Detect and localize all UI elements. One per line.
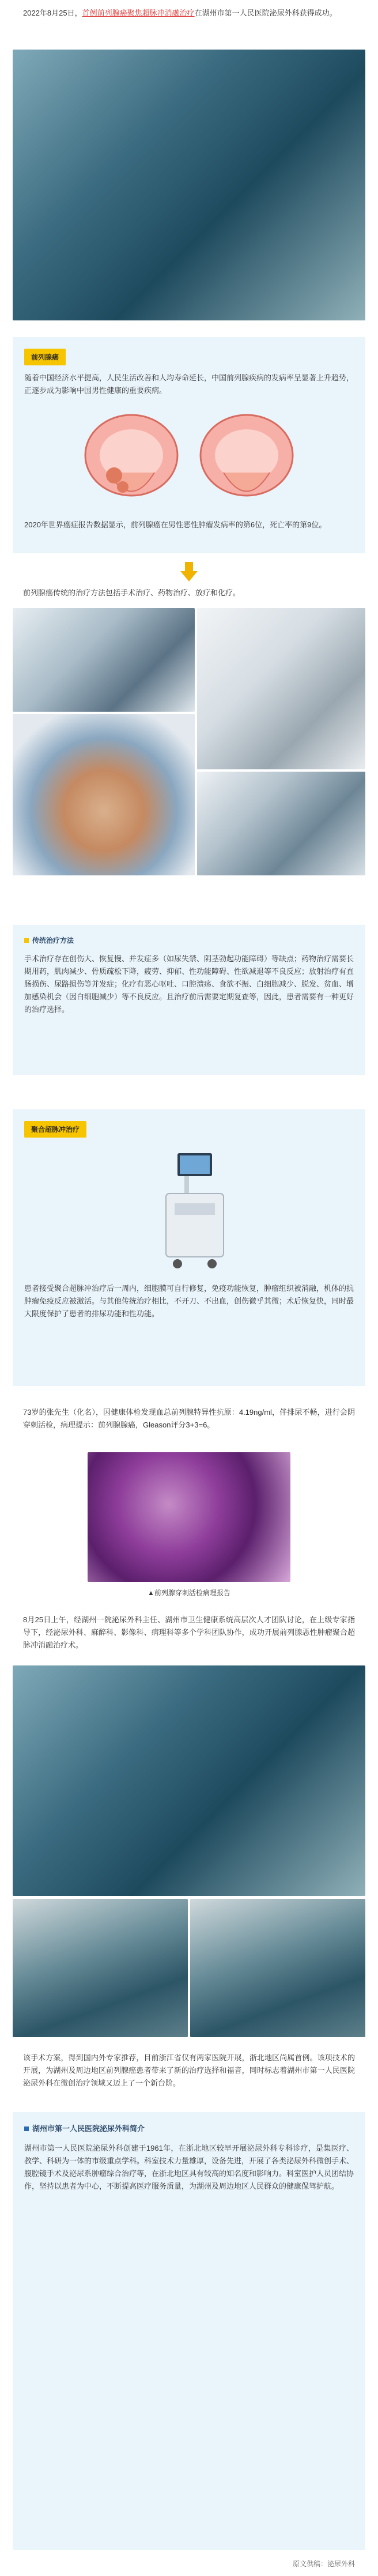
injection-photo [197, 772, 365, 875]
surgery-photo [13, 50, 365, 320]
section-label-aggregated-pulse: 聚合超脉冲治疗 [24, 1121, 86, 1138]
section1-para2: 2020年世界癌症报告数据显示，前列腺癌在男性恶性肿瘤发病率的第6位，死亡率的第9位。 [24, 520, 327, 529]
arrow-down-icon [180, 562, 198, 581]
intro-text-suffix: 在湖州市第一人民医院泌尿外科获得成功。 [194, 9, 337, 17]
intro-paragraph [0, 7, 378, 20]
section-label-traditional-treatment: 传统治疗方法 [24, 935, 74, 945]
pulse-device-illustration [143, 1149, 235, 1275]
operation-photo-1 [13, 1665, 365, 1896]
section-traditional-treatment [13, 925, 365, 1075]
list-icon [24, 2126, 29, 2131]
section1-para1: 随着中国经济水平提高，人民生活改善和人均寿命延长，中国前列腺疾病的发病率呈显著上升趋势，正逐步成为影响中国男性健康的重要疾病。 [24, 373, 354, 395]
footer-source: 原文供稿：泌尿外科 [292, 2560, 355, 2568]
about-para: 湖州市第一人民医院泌尿外科创建于1961年，在浙北地区较早开展泌尿外科专科诊疗，是集医疗、教学、科研为一体的市级重点学科。科室技术力量雄厚，设备先进，开展了各类泌尿外科微创手术、腹腔镜手术及泌尿系肿瘤综合治疗等，在浙北地区具有较高的知名度和影响力。科室医护人员团结协作，坚持以患者为中心，不断提高医疗服务质量，为湖州及周边地区人民群众的健康保驾护航。 [24, 2144, 354, 2190]
section-label-about: 湖州市第一人民医院泌尿外科简介 [24, 2122, 145, 2133]
pills-photo [13, 714, 195, 875]
intro-text-highlight: 首例前列腺癌聚焦超脉冲消融治疗 [82, 9, 195, 17]
prostate-illustration [74, 409, 304, 510]
section-aggregated-pulse [13, 1109, 365, 1386]
doctor-photo [197, 608, 365, 769]
case-paragraph: 73岁的张先生（化名），因健康体检发现血总前列腺特异性抗原：4.19ng/ml，伴排尿不畅，进行会阴穿刺活检，病理提示：前列腺腺癌，Gleason评分3+3=6。 [23, 1408, 355, 1429]
section2-para: 手术治疗存在创伤大、恢复慢、并发症多（如尿失禁、阴茎勃起功能障碍）等缺点；药物治疗需要长期用药，肌肉减少、骨质疏松下降，疲劳、抑郁、性功能障碍、性欲减退等不良反应；放射治疗有直肠损伤、尿路损伤等并发症；化疗有恶心呕吐、口腔溃疡、食欲不振、白细胞减少、脱发、贫血、增加感染机会（因白细胞减少）等不良反应。且治疗前后需要定期复查等，因此，患者需要有一种更好的治疗选择。 [24, 954, 354, 1014]
pathology-photo [88, 1452, 290, 1582]
section3-para: 患者接受聚合超脉冲治疗后一周内，细胞膜可自行修复，免疫功能恢复，肿瘤组织被消融，机体的抗肿瘤免疫反应被激活。与其他传统治疗相比，不开刀、不出血，创伤微乎其微；术后恢复快，同时最大限度保护了患者的排尿功能和性功能。 [24, 1284, 354, 1318]
pathology-caption: ▲前列腺穿刺活检病理报告 [148, 1589, 230, 1597]
closing-paragraph: 该手术方案，得到国内外专家推荐，目前浙江省仅有两家医院开展，浙北地区尚属首例。该项技术的开展，为湖州及周边地区前列腺癌患者带来了新的治疗选择和福音，同时标志着湖州市第一人民医院泌尿外科在微创治疗领域又迈上了一个新台阶。 [23, 2053, 355, 2087]
intro-text-prefix: 2022年8月25日， [23, 9, 82, 17]
section-prostate-cancer [13, 337, 365, 553]
list-icon [24, 938, 29, 943]
case-paragraph-2: 8月25日上午，经湖州一院泌尿外科主任、湖州市卫生健康系统高层次人才团队讨论，在上级专家指导下，经泌尿外科、麻醉科、影像科、病理科等多个学科团队协作，成功开展前列腺恶性肿瘤聚合超脉冲消融治疗术。 [23, 1615, 355, 1649]
section2-intro: 前列腺癌传统的治疗方法包括手术治疗、药物治疗、放疗和化疗。 [23, 588, 241, 597]
operation-photo-3 [190, 1899, 365, 2037]
operation-photo-2 [13, 1899, 188, 2037]
section-about [13, 2112, 365, 2550]
section-label-prostate-cancer: 前列腺癌 [24, 349, 66, 365]
surgical-tools-photo [13, 608, 195, 712]
